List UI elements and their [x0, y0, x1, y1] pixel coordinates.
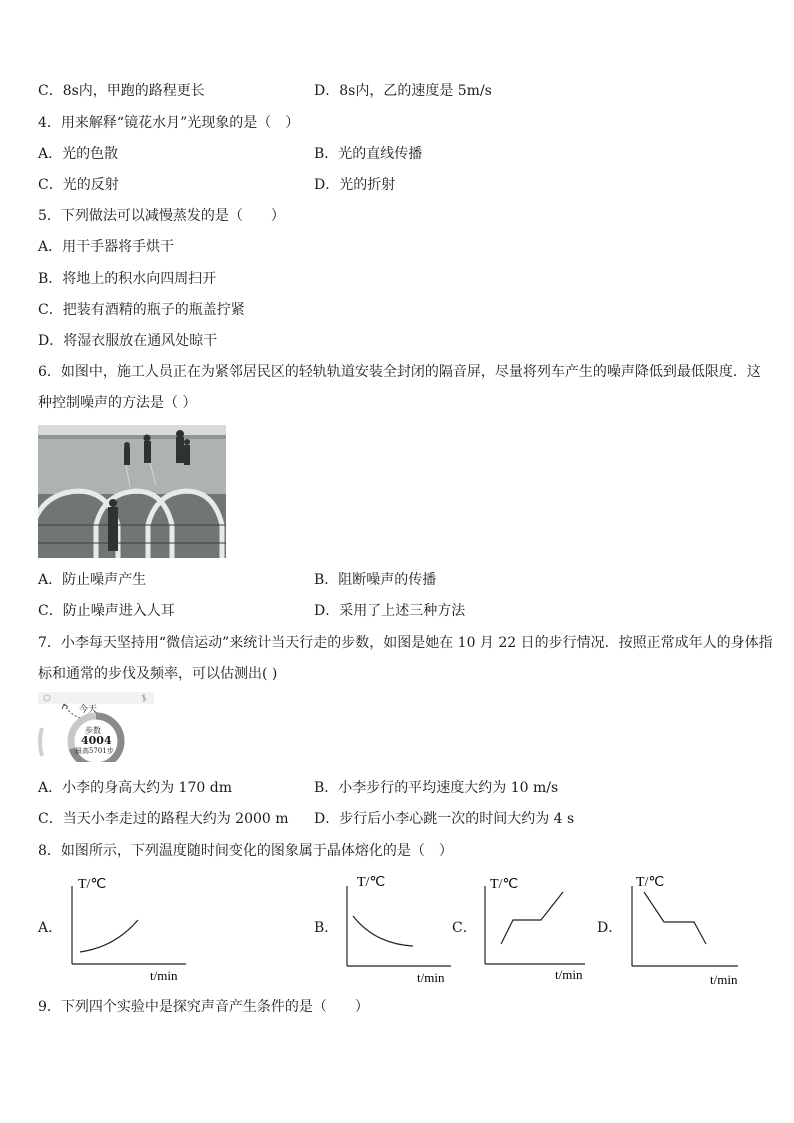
q8-graph-d-label: D．	[597, 920, 623, 936]
x-axis-label: t/min	[417, 970, 445, 985]
q5-stem: 5．下列做法可以减慢蒸发的是（ ）	[38, 208, 285, 224]
q6-stem-line2: 种控制噪声的方法是（ ）	[38, 395, 197, 411]
q9-stem: 9．下列四个实验中是探究声音产生条件的是（ ）	[38, 999, 369, 1015]
q8-graph-c-label: C．	[452, 920, 477, 936]
q5-option-c: C．把装有酒精的瓶子的瓶盖拧紧	[38, 302, 245, 318]
q7-stem-line1: 7．小李每天坚持用“微信运动”来统计当天行走的步数，如图是她在 10 月 22 日的步行情况．按照正常成年人的身体指	[38, 635, 773, 651]
q5-option-b: B．将地上的积水向四周扫开	[38, 271, 217, 287]
y-axis-label: T/℃	[357, 875, 386, 890]
q6-stem-line1: 6．如图中，施工人员正在为紧邻居民区的轻轨轨道安装全封闭的隔音屏，尽量将列车产生的噪声降低到最低限度．这	[38, 364, 761, 380]
wechat-best-steps: 最高5701步	[75, 747, 114, 755]
temperature-curve	[80, 920, 138, 952]
wechat-today-label: 今天	[79, 705, 98, 715]
temperature-curve	[644, 892, 706, 944]
q8-graph-b	[335, 870, 465, 988]
q8-stem: 8．如图所示，下列温度随时间变化的图象属于晶体熔化的是（ ）	[38, 843, 453, 859]
q6-option-b: B．阻断噪声的传播	[314, 572, 437, 588]
q8-graph-c	[475, 872, 605, 987]
y-axis-label: T/℃	[78, 877, 107, 892]
q5-option-d: D．将湿衣服放在通风处晾干	[38, 333, 218, 349]
q7-option-a: A．小李的身高大约为 170 dm	[38, 780, 232, 796]
q7-option-c: C．当天小李走过的路程大约为 2000 m	[38, 811, 289, 827]
y-axis-label: T/℃	[636, 875, 665, 890]
q7-option-b: B．小李步行的平均速度大约为 10 m/s	[314, 780, 559, 796]
q6-option-a: A．防止噪声产生	[38, 572, 147, 588]
x-axis-label: t/min	[150, 968, 178, 983]
x-axis-label: t/min	[710, 972, 738, 987]
wechat-steps-figure	[38, 690, 154, 762]
q4-option-b: B．光的直线传播	[314, 146, 423, 162]
temperature-curve	[501, 892, 563, 944]
y-axis-label: T/℃	[490, 877, 519, 892]
wechat-steps-label: 步数	[85, 726, 101, 735]
wechat-steps-value: 4004	[81, 734, 112, 747]
noise-barrier-photo	[38, 425, 226, 558]
q7-option-d: D．步行后小李心跳一次的时间大约为 4 s	[314, 811, 575, 827]
q4-option-c: C．光的反射	[38, 177, 119, 193]
q8-graph-a	[60, 872, 190, 987]
q8-graph-d	[620, 870, 750, 990]
q4-stem: 4．用来解释“镜花水月”光现象的是（ ）	[38, 115, 300, 131]
q8-graph-a-label: A．	[38, 920, 63, 936]
q7-stem-line2: 标和通常的步伐及频率，可以估测出( )	[38, 666, 278, 682]
q4-option-a: A．光的色散	[38, 146, 119, 162]
x-axis-label: t/min	[555, 967, 583, 982]
q4-option-d: D．光的折射	[314, 177, 396, 193]
q3-option-d: D．8s内，乙的速度是 5m/s	[314, 83, 492, 99]
q3-option-c: C．8s内，甲跑的路程更长	[38, 83, 205, 99]
noise-barrier-illustration	[38, 425, 226, 558]
temperature-curve	[353, 916, 413, 946]
q6-option-d: D．采用了上述三种方法	[314, 603, 466, 619]
q6-option-c: C．防止噪声进入人耳	[38, 603, 175, 619]
q8-graph-b-label: B．	[314, 920, 339, 936]
q5-option-a: A．用干手器将手烘干	[38, 239, 175, 255]
